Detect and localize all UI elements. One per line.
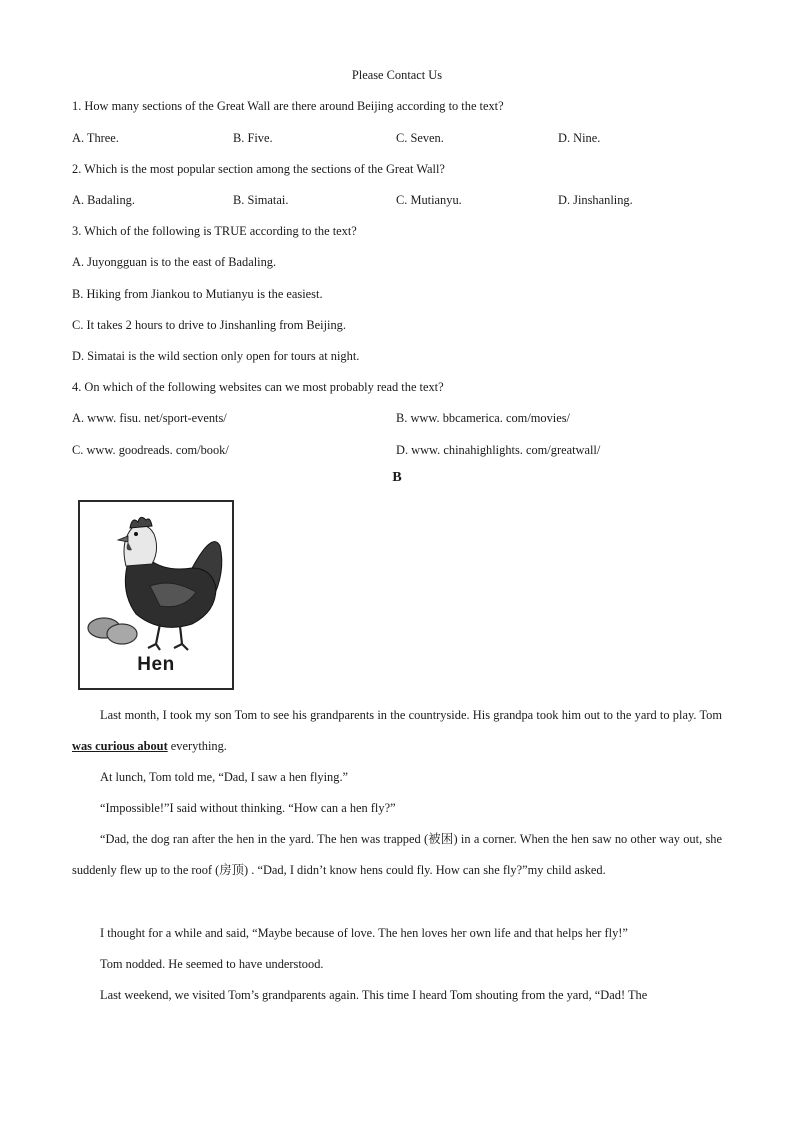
story-paragraph-7: Last weekend, we visited Tom’s grandparents again. This time I heard Tom shouting from the yard, “Dad! The xyxy=(100,988,648,1002)
question-3-option-c: C. It takes 2 hours to drive to Jinshanling from Beijing. xyxy=(72,318,346,332)
question-3-option-a: A. Juyongguan is to the east of Badaling. xyxy=(72,255,277,269)
question-4-option-d: D. www. chinahighlights. com/greatwall/ xyxy=(396,443,601,457)
question-1-option-b: B. Five. xyxy=(233,131,273,145)
question-2-stem: 2. Which is the most popular section among the sections of the Great Wall? xyxy=(72,162,445,176)
question-3-option-d: D. Simatai is the wild section only open for tours at night. xyxy=(72,349,360,363)
story-paragraph-2: At lunch, Tom told me, “Dad, I saw a hen flying.” xyxy=(100,770,349,784)
underlined-phrase: was curious about xyxy=(72,739,168,754)
question-4-option-c: C. www. goodreads. com/book/ xyxy=(72,443,229,457)
section-b-heading: B xyxy=(392,470,402,485)
question-1-stem: 1. How many sections of the Great Wall are there around Beijing according to the text? xyxy=(72,99,504,113)
hen-illustration xyxy=(78,500,234,690)
story-paragraph-4: “Dad, the dog ran after the hen in the yard. The hen was trapped (被困) in a corner. When the hen saw no other way out, she suddenly flew up to the roof (房顶) . “Dad, I didn’t know hens could fly. How can she fly?”my child asked. xyxy=(72,832,722,878)
hen-caption: Hen xyxy=(137,654,175,675)
story-paragraph-1 xyxy=(72,700,722,762)
question-2-option-b: B. Simatai. xyxy=(233,193,289,207)
story-paragraph-3: “Impossible!”I said without thinking. “How can a hen fly?” xyxy=(100,801,396,815)
question-4-option-a: A. www. fisu. net/sport-events/ xyxy=(72,411,227,425)
question-2-option-a: A. Badaling. xyxy=(72,193,135,207)
question-1-option-d: D. Nine. xyxy=(558,131,601,145)
question-1-option-a: A. Three. xyxy=(72,131,119,145)
story-paragraph-5: I thought for a while and said, “Maybe because of love. The hen loves her own life and that helps her fly!” xyxy=(100,926,628,940)
question-2-option-c: C. Mutianyu. xyxy=(396,193,462,207)
question-3-option-b: B. Hiking from Jiankou to Mutianyu is the easiest. xyxy=(72,287,323,301)
story-paragraph-6: Tom nodded. He seemed to have understood. xyxy=(100,957,324,971)
question-1-option-c: C. Seven. xyxy=(396,131,444,145)
question-2-option-d: D. Jinshanling. xyxy=(558,193,633,207)
story-p1-end: everything. xyxy=(167,739,227,754)
question-4-option-b: B. www. bbcamerica. com/movies/ xyxy=(396,411,570,425)
page-title: Please Contact Us xyxy=(351,68,443,82)
story-p1-start: Last month, I took my son Tom to see his grandparents in the countryside. His grandpa took him out to the yard to play. Tom xyxy=(100,708,722,722)
question-3-stem: 3. Which of the following is TRUE according to the text? xyxy=(72,224,357,238)
question-4-stem: 4. On which of the following websites can we most probably read the text? xyxy=(72,380,444,394)
